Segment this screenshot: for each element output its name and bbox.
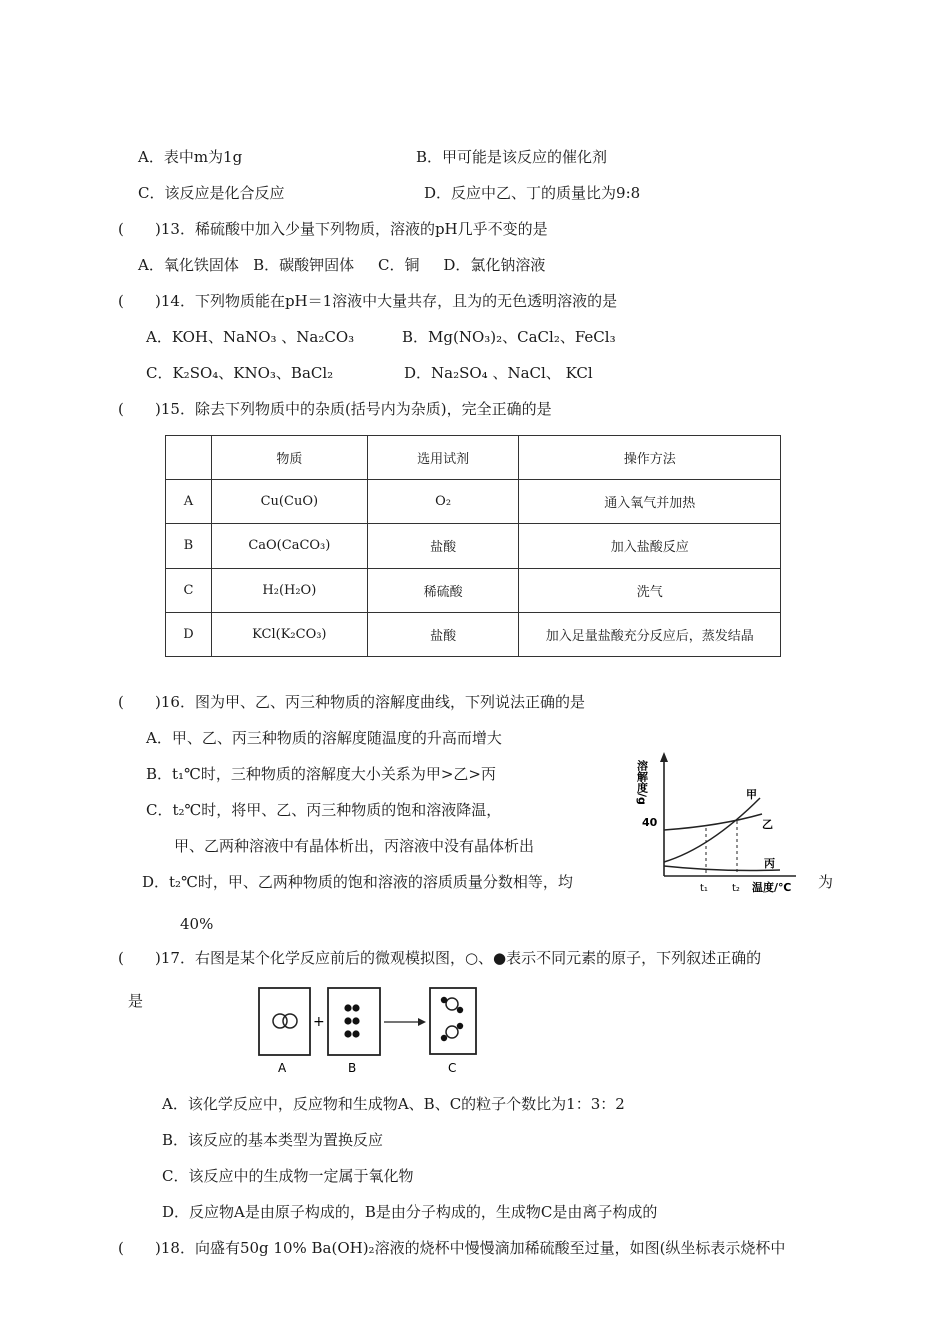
curve-jia	[664, 798, 760, 862]
curve-label-jia: 甲	[746, 788, 757, 801]
black-atom-icon	[441, 997, 447, 1003]
table-header-cell	[166, 436, 212, 480]
table-row	[166, 568, 781, 612]
q15-stem: )15．除去下列物质中的杂质(括号内为杂质)，完全正确的是	[155, 400, 552, 418]
q16-paren: (	[118, 693, 124, 711]
table-cell: 通入氧气并加热	[519, 480, 781, 524]
x-tick-t1: t₁	[700, 883, 708, 894]
table-cell: CaO(CaCO₃)	[211, 524, 367, 568]
q12-option-a: A．表中m为1g	[138, 148, 243, 166]
q14-option-c: C．K₂SO₄、KNO₃、BaCl₂	[146, 364, 334, 382]
black-atom-icon	[352, 1030, 359, 1037]
q12-option-d: D．反应中乙、丁的质量比为9:8	[424, 184, 641, 202]
table-cell: 洗气	[519, 568, 781, 612]
plus-sign: +	[313, 1014, 325, 1030]
black-atom-icon	[457, 1023, 463, 1029]
black-atom-icon	[344, 1004, 351, 1011]
table-cell: Cu(CuO)	[211, 480, 367, 524]
q16-option-d-line2: 40%	[180, 915, 214, 933]
table-header-cell: 选用试剂	[367, 436, 519, 480]
box-a	[259, 988, 310, 1055]
label-c: C	[448, 1061, 457, 1075]
q14-option-d: D．Na₂SO₄ 、NaCl、 KCl	[404, 364, 593, 382]
reaction-diagram	[250, 980, 490, 1076]
q17-paren: (	[118, 949, 124, 967]
table-header-row	[166, 436, 781, 480]
q12-option-c: C．该反应是化合反应	[138, 184, 285, 202]
q16-option-d-line1: D．t₂℃时，甲、乙两种物质的饱和溶液的溶质质量分数相等，均	[142, 873, 573, 891]
q17-option-d: D．反应物A是由原子构成的，B是由分子构成的，生成物C是由离子构成的	[162, 1203, 658, 1221]
q14-stem: )14．下列物质能在pH＝1溶液中大量共存，且为的无色透明溶液的是	[155, 292, 618, 310]
curve-bing	[664, 866, 780, 871]
x-tick-t2: t₂	[732, 883, 740, 894]
arrow-right-icon	[418, 1018, 426, 1026]
y-axis-arrow-icon	[660, 752, 668, 762]
black-atom-icon	[352, 1017, 359, 1024]
table-cell: 稀硫酸	[367, 568, 519, 612]
curve-label-bing: 丙	[764, 857, 775, 870]
table-cell: A	[166, 480, 212, 524]
label-b: B	[348, 1061, 357, 1075]
q18-stem: )18．向盛有50g 10% Ba(OH)₂溶液的烧杯中慢慢滴加稀硫酸至过量，如图(纵坐标表示烧杯中	[155, 1239, 786, 1257]
q15-table	[165, 435, 781, 657]
q13-paren: (	[118, 220, 124, 238]
table-cell: O₂	[367, 480, 519, 524]
table-row	[166, 480, 781, 524]
q17-stem: )17．右图是某个化学反应前后的微观模拟图，○、●表示不同元素的原子，下列叙述正确的	[155, 949, 762, 967]
q13-options: A．氧化铁固体 B．碳酸钾固体 C．铜 D．氯化钠溶液	[138, 256, 546, 274]
black-atom-icon	[344, 1017, 351, 1024]
table-cell: 盐酸	[367, 524, 519, 568]
table-cell: D	[166, 612, 212, 656]
black-atom-icon	[441, 1035, 447, 1041]
q16-option-c-line1: C．t₂℃时，将甲、乙、丙三种物质的饱和溶液降温，	[146, 801, 502, 819]
white-atom-icon	[283, 1014, 297, 1028]
curve-label-yi: 乙	[762, 818, 773, 831]
q13-stem: )13．稀硫酸中加入少量下列物质，溶液的pH几乎不变的是	[155, 220, 548, 238]
q16-option-c-line2: 甲、乙两种溶液中有晶体析出，丙溶液中没有晶体析出	[174, 837, 535, 855]
table-cell: 盐酸	[367, 612, 519, 656]
y-axis-label: 溶解度/g	[635, 760, 649, 805]
q15-paren: (	[118, 400, 124, 418]
white-atom-icon	[446, 1026, 458, 1038]
q17-option-a: A．该化学反应中，反应物和生成物A、B、C的粒子个数比为1：3：2	[162, 1095, 625, 1113]
q18-paren: (	[118, 1239, 124, 1257]
table-header-cell: 物质	[211, 436, 367, 480]
q16-option-b: B．t₁℃时，三种物质的溶解度大小关系为甲>乙>丙	[146, 765, 496, 783]
q14-paren: (	[118, 292, 124, 310]
table-row	[166, 524, 781, 568]
table-row	[166, 612, 781, 656]
x-axis-label: 温度/℃	[752, 881, 792, 894]
q14-option-b: B．Mg(NO₃)₂、CaCl₂、FeCl₃	[402, 328, 616, 346]
table-cell: 加入盐酸反应	[519, 524, 781, 568]
q16-option-a: A．甲、乙、丙三种物质的溶解度随温度的升高而增大	[146, 729, 502, 747]
q14-option-a: A．KOH、NaNO₃ 、Na₂CO₃	[146, 328, 355, 346]
black-atom-icon	[352, 1004, 359, 1011]
table-header-cell: 操作方法	[519, 436, 781, 480]
table-cell: KCl(K₂CO₃)	[211, 612, 367, 656]
table-cell: C	[166, 568, 212, 612]
black-atom-icon	[344, 1030, 351, 1037]
q17-stem-line2: 是	[128, 992, 144, 1010]
solubility-graph	[635, 748, 808, 900]
black-atom-icon	[457, 1007, 463, 1013]
q17-option-c: C．该反应中的生成物一定属于氧化物	[162, 1167, 414, 1185]
table-cell: B	[166, 524, 212, 568]
q16-option-d-end: 为	[818, 873, 834, 891]
q12-option-b: B．甲可能是该反应的催化剂	[416, 148, 608, 166]
q16-stem: )16．图为甲、乙、丙三种物质的溶解度曲线，下列说法正确的是	[155, 693, 585, 711]
curve-yi	[664, 814, 762, 830]
label-a: A	[278, 1061, 287, 1075]
table-cell: 加入足量盐酸充分反应后，蒸发结晶	[519, 612, 781, 656]
table-cell: H₂(H₂O)	[211, 568, 367, 612]
q17-option-b: B．该反应的基本类型为置换反应	[162, 1131, 384, 1149]
y-tick-label: 40	[642, 816, 658, 829]
white-atom-icon	[446, 998, 458, 1010]
